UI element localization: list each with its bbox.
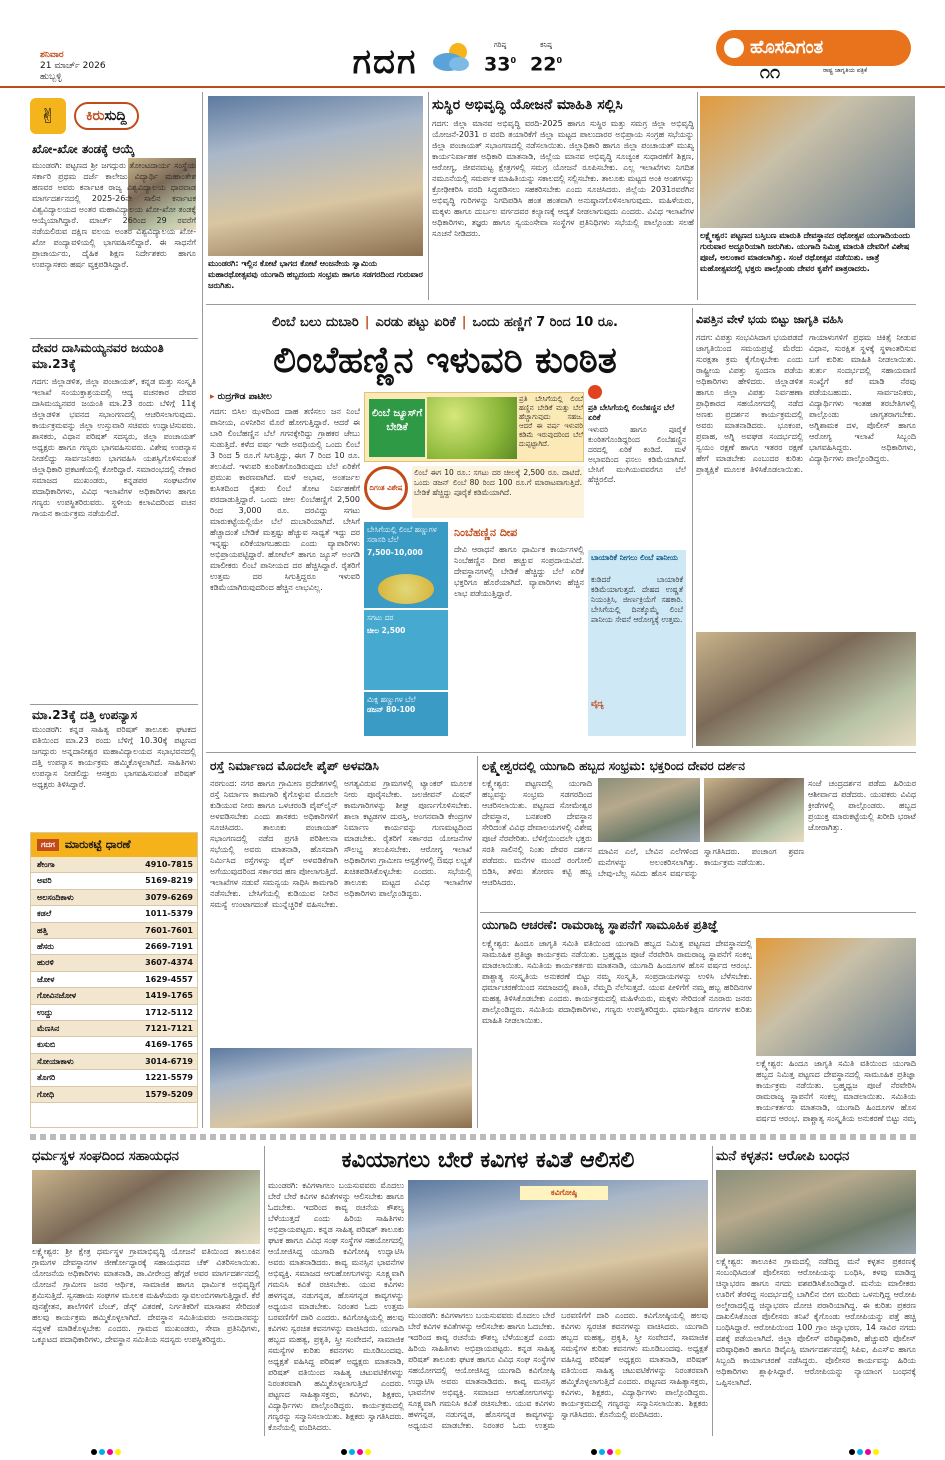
laxmeshwar-body-mid: ಮಾವಿನ ಎಲೆ, ಬೇವಿನ ಎಲೆಗಳಿಂದ ಮನೆಗಳನ್ನು ಅಲಂಕರಿಸಲಾಗಿತ್ತು. ಬೇವು-ಬೆಲ್ಲ ಸವಿದು ಹೊಸ ವರ್ಷವನ್ನು ಸ್ವಾಗತಿಸಿದರು. ಪಂಚಾಂಗ ಶ್ರವಣ ಕಾರ್ಯಕ್ರಮ ನಡೆಯಿತು. [598, 847, 804, 878]
brand-tagline: ರಾಷ್ಟ್ರ ಜಾಗೃತಿಯ ಪತ್ರಿಕೆ [822, 67, 868, 74]
photo1-caption: ಮುಂಡರಗಿ: ಇಲ್ಲಿನ ಕೋಟೆ ಭಾಗದ ಕೋಟೆ ಆಂಜನೇಯ ಸ್ವಾಮಿಯ ಮಹಾರಥೋತ್ಸವವು ಯುಗಾದಿ ಹಬ್ಬದಂದು ಸಂಭ್ರಮ ಹಾಗೂ ಸಡಗರದಿಂದ ಗುರುವಾರ ಜರುಗಿತು. [208, 259, 423, 290]
quote2-box [588, 550, 686, 736]
news2-title: ದೇವರ ದಾಸಿಮಯ್ಯನವರ ಜಯಂತಿ ಮಾ.23ಕ್ಕೆ [32, 341, 164, 371]
temp-min-label: ಕನಿಷ್ಠ [540, 41, 552, 49]
news3-title: ಮಾ.23ಕ್ಕೆ ದತ್ತಿ ಉಪನ್ಯಾಸ [32, 708, 138, 722]
masthead [0, 0, 945, 88]
news1-body: ಮುಂಡರಗಿ: ಪಟ್ಟಣದ ಶ್ರೀ ಜಗದ್ಗುರು ತೋಂಟದಾರ್ಯ ಸಂಸ್ಥೆಯ ಸರ್ಕಾರಿ ಪ್ರಥಮ ದರ್ಜೆ ಕಾಲೇಜು ವಿದ್ಯಾರ್ಥಿ ಮಹಾಂತೇಶ ಹಣವರ ಅವರು ಕರ್ನಾಟಕ ರಾಜ್ಯ ವಿಶ್ವವಿದ್ಯಾಲಯ ಧಾರವಾಡ ಮಾರ್ಗದರ್ಶನದಲ್ಲಿ 2025-26ನೇ ಸಾಲಿನ ಕರ್ನಾಟಕ ವಿಶ್ವವಿದ್ಯಾಲಯದ ಅಂತರ ಮಹಾವಿದ್ಯಾಲಯ ಖೋ-ಖೋ ತಂಡಕ್ಕೆ ಆಯ್ಕೆಯಾಗಿದ್ದಾರೆ. ಮಾರ್ಚ್ 26ರಿಂದ 29 ರವರೆಗೆ ನಡೆಯಲಿರುವ ದಕ್ಷಿಣ ವಲಯ ಅಂತರ ವಿಶ್ವವಿದ್ಯಾಲಯ ಖೋ-ಖೋ ಪಂದ್ಯಾವಳಿಯಲ್ಲಿ ಭಾಗವಹಿಸಲಿದ್ದಾರೆ. ಈ ಸಾಧನೆಗೆ ಪ್ರಾಚಾರ್ಯರು, ದೈಹಿಕ ಶಿಕ್ಷಣ ನಿರ್ದೇಶಕರು ಹಾಗೂ ಉಪನ್ಯಾಸಕರು ಹರ್ಷ ವ್ಯಕ್ತಪಡಿಸಿದ್ದಾರೆ. [32, 161, 196, 269]
photo-yugadi-pledge [756, 938, 916, 1056]
pen-icon: ▸ [210, 392, 218, 402]
stat3-box [364, 692, 448, 736]
date-block [40, 50, 150, 88]
market-region: ಗದಗ [37, 839, 59, 851]
masthead-city: ಹುಬ್ಬಳ್ಳಿ [40, 72, 62, 82]
laxmeshwar-title: ಲಕ್ಷ್ಮೇಶ್ವರದಲ್ಲಿ ಯುಗಾದಿ ಹಬ್ಬದ ಸಂಭ್ರಮ: ಭಕ್ತರಿಂದ ದೇವರ ದರ್ಶನ [482, 759, 745, 773]
kirusuddi-badge: ಕಿರುಸುದ್ದಿ [74, 102, 139, 130]
page-title: ಗದಗ [352, 42, 418, 82]
story-sustain-body: ಗದಗ: ಜಿಲ್ಲಾ ಮಾನವ ಅಭಿವೃದ್ಧಿ ವರದಿ-2025 ಹಾಗೂ ಸುಸ್ಥಿರ ಮತ್ತು ಸಮಗ್ರ ಜಿಲ್ಲಾ ಅಭಿವೃದ್ಧಿ ಯೋಜನೆ-2031 ರ ವರದಿ ತಯಾರಿಕೆಗೆ ಜಿಲ್ಲಾ ಮಟ್ಟದ ಪಾಲುದಾರರ ಅಭಿಪ್ರಾಯ ಸಂಗ್ರಹ ಸಭೆಯನ್ನು ಜಿಲ್ಲಾ ಪಂಚಾಯತ್ ಸಭಾಂಗಣದಲ್ಲಿ ನಡೆಸಲಾಯಿತು. ಜಿಲ್ಲಾಧಿಕಾರಿ ಹಾಗೂ ಜಿಲ್ಲಾ ಪಂಚಾಯತ್ ಮುಖ್ಯ ಕಾರ್ಯನಿರ್ವಾಹಕ ಅಧಿಕಾರಿ ಮಾತನಾಡಿ, ಜಿಲ್ಲೆಯ ಮಾನವ ಅಭಿವೃದ್ಧಿ ಸೂಚ್ಯಂಕ ಸುಧಾರಣೆಗೆ ಶಿಕ್ಷಣ, ಆರೋಗ್ಯ, ಜೀವನಮಟ್ಟ ಕ್ಷೇತ್ರಗಳಲ್ಲಿ ಸಮಗ್ರ ಯೋಜನೆ ರೂಪಿಸಬೇಕು. ಎಲ್ಲ ಇಲಾಖೆಗಳು ನಿಗದಿತ ನಮೂನೆಯಲ್ಲಿ ಸಮರ್ಪಕ ಮಾಹಿತಿಯನ್ನು ಸಕಾಲದಲ್ಲಿ ಸಲ್ಲಿಸಬೇಕು. ತಾಲೂಕು ಮಟ್ಟದ ಅಂಕಿ ಅಂಶಗಳನ್ನು ಕ್ರೋಢೀಕರಿಸಿ ವರದಿ ಸಿದ್ಧಪಡಿಸಲು ಸಹಕರಿಸಬೇಕು ಎಂದು ಸೂಚಿಸಿದರು. ಜಿಲ್ಲೆಯ 2031ರವರೆಗಿನ ಅಭಿವೃದ್ಧಿ ಗುರಿಗಳನ್ನು ನಿಗದಿಪಡಿಸಿ ಹಂತ ಹಂತವಾಗಿ ಅನುಷ್ಠಾನಗೊಳಿಸಲಾಗುವುದು. ಮಹಿಳೆಯರು, ಮಕ್ಕಳು ಹಾಗೂ ದುರ್ಬಲ ವರ್ಗದವರ ಕಲ್ಯಾಣಕ್ಕೆ ಆದ್ಯತೆ ನೀಡಲಾಗುವುದು ಎಂದರು. ವಿವಿಧ ಇಲಾಖೆಗಳ ಅಧಿಕಾರಿಗಳು, ತಜ್ಞರು ಹಾಗೂ ಸ್ವಯಂಸೇವಾ ಸಂಸ್ಥೆಗಳ ಪ್ರತಿನಿಧಿಗಳು ಸಭೆಯಲ್ಲಿ ಪಾಲ್ಗೊಂಡು ಸಲಹೆ ಸೂಚನೆ ನೀಡಿದರು. [432, 119, 694, 238]
stat2-title: ಸಗಟು ದರ [367, 613, 394, 622]
laxmeshwar-body-right: ಸಂಜೆ ಚಂದ್ರದರ್ಶನ ಪಡೆದು ಹಿರಿಯರ ಆಶೀರ್ವಾದ ಪಡೆದರು. ಯುವಕರು ವಿವಿಧ ಕ್ರೀಡೆಗಳಲ್ಲಿ ಪಾಲ್ಗೊಂಡರು. ಹಬ್ಬದ ಪ್ರಯುಕ್ತ ಮಾರುಕಟ್ಟೆಯಲ್ಲಿ ಖರೀದಿ ಭರಾಟೆ ಜೋರಾಗಿತ್ತು. [808, 779, 916, 832]
market-box [30, 832, 198, 1128]
quote1-icon [588, 385, 602, 399]
lime-photo [427, 397, 517, 459]
theft-body: ಲಕ್ಷ್ಮೇಶ್ವರ: ತಾಲೂಕಿನ ಗ್ರಾಮದಲ್ಲಿ ನಡೆದಿದ್ದ ಮನೆ ಕಳ್ಳತನ ಪ್ರಕರಣಕ್ಕೆ ಸಂಬಂಧಿಸಿದಂತೆ ಪೊಲೀಸರು ಆರೋಪಿಯನ್ನು ಬಂಧಿಸಿ, ಕಳವು ಮಾಡಿದ್ದ ಚಿನ್ನಾಭರಣ ಹಾಗೂ ನಗದು ವಶಪಡಿಸಿಕೊಂಡಿದ್ದಾರೆ. ಮನೆಯ ಮಾಲೀಕರು ಊರಿಗೆ ತೆರಳಿದ್ದ ಸಂದರ್ಭದಲ್ಲಿ ಬಾಗಿಲಿನ ಬೀಗ ಮುರಿದು ಒಳನುಗ್ಗಿದ್ದ ಆರೋಪಿ ಅಲ್ಮೇರಾದಲ್ಲಿದ್ದ ಚಿನ್ನಾಭರಣ ದೋಚಿ ಪರಾರಿಯಾಗಿದ್ದ. ಈ ಕುರಿತು ಪ್ರಕರಣ ದಾಖಲಿಸಿಕೊಂಡ ಪೊಲೀಸರು ತನಿಖೆ ಕೈಗೊಂಡು ಆರೋಪಿಯನ್ನು ಪತ್ತೆ ಹಚ್ಚಿ ಬಂಧಿಸಿದ್ದಾರೆ. ಆರೋಪಿಯಿಂದ 100 ಗ್ರಾಂ ಚಿನ್ನಾಭರಣ, 14 ಸಾವಿರ ನಗದು ವಶಕ್ಕೆ ಪಡೆಯಲಾಗಿದೆ. ಜಿಲ್ಲಾ ಪೊಲೀಸ್ ವರಿಷ್ಠಾಧಿಕಾರಿ, ಹೆಚ್ಚುವರಿ ಪೊಲೀಸ್ ವರಿಷ್ಠಾಧಿಕಾರಿ ಹಾಗೂ ಡಿವೈಎಸ್ಪಿ ಮಾರ್ಗದರ್ಶನದಲ್ಲಿ ಸಿಪಿಐ, ಪಿಎಸ್ಐ ಹಾಗೂ ಸಿಬ್ಬಂದಿ ಕಾರ್ಯಾಚರಣೆ ನಡೆಸಿದ್ದರು. ಪೊಲೀಸರ ಕಾರ್ಯವನ್ನು ಹಿರಿಯ ಅಧಿಕಾರಿಗಳು ಶ್ಲಾಘಿಸಿದ್ದಾರೆ. ಆರೋಪಿಯನ್ನು ನ್ಯಾಯಾಂಗ ಬಂಧನಕ್ಕೆ ಒಪ್ಪಿಸಲಾಗಿದೆ. [716, 1257, 916, 1387]
photo-rescue-drill [696, 632, 916, 746]
quote1-text: ಇಳುವರಿ ಹಾಗೂ ಪೂರೈಕೆ ಕುಂಠಿತಗೊಂಡಿದ್ದರಿಂದ ಲಿಂಬೆಹಣ್ಣಿನ ದರದಲ್ಲಿ ಏರಿಕೆ ಕಂಡಿದೆ. ಮಳೆ ಅಭಾವದಿಂದ ಫಸಲು ಕಡಿಮೆಯಾಗಿದೆ. ಬೇಸಿಗೆ ಮುಗಿಯುವವರೆಗೂ ಬೆಲೆ ಹೆಚ್ಚಿರಲಿದೆ. [588, 425, 686, 484]
temp-max-value: $33^0$ [483, 53, 517, 76]
news2-body: ಗದಗ: ಜಿಲ್ಲಾಡಳಿತ, ಜಿಲ್ಲಾ ಪಂಚಾಯತ್, ಕನ್ನಡ ಮತ್ತು ಸಂಸ್ಕೃತಿ ಇಲಾಖೆ ಸಂಯುಕ್ತಾಶ್ರಯದಲ್ಲಿ ಆದ್ಯ ವಚನಕಾರ ದೇವರ ದಾಸಿಮಯ್ಯನವರ ಜಯಂತಿ ಮಾ.23 ರಂದು ಬೆಳಿಗ್ಗೆ 11ಕ್ಕೆ ಜಿಲ್ಲಾಡಳಿತ ಭವನದ ಸಭಾಂಗಣದಲ್ಲಿ ಆಚರಿಸಲಾಗುವುದು. ಕಾರ್ಯಕ್ರಮವನ್ನು ಜಿಲ್ಲಾ ಉಸ್ತುವಾರಿ ಸಚಿವರು ಉದ್ಘಾಟಿಸುವರು. ಶಾಸಕರು, ವಿಧಾನ ಪರಿಷತ್ ಸದಸ್ಯರು, ಜಿಲ್ಲಾ ಪಂಚಾಯತ್ ಅಧ್ಯಕ್ಷರು ಹಾಗೂ ಗಣ್ಯರು ಭಾಗವಹಿಸುವರು. ವಿಶೇಷ ಉಪನ್ಯಾಸ ನೀಡಲಿದ್ದು ಸಾರ್ವಜನಿಕರು ಭಾಗವಹಿಸಿ ಯಶಸ್ವಿಗೊಳಿಸುವಂತೆ ಜಿಲ್ಲಾಧಿಕಾರಿ ಪ್ರಕಟಣೆಯಲ್ಲಿ ಕೋರಿದ್ದಾರೆ. ಸಮಾರಂಭದಲ್ಲಿ ನೇಕಾರ ಸಮಾಜದ ಮುಖಂಡರು, ಕನ್ನಡಪರ ಸಂಘಟನೆಗಳ ಪದಾಧಿಕಾರಿಗಳು, ವಿವಿಧ ಇಲಾಖೆಗಳ ಅಧಿಕಾರಿಗಳು ಹಾಗೂ ಗಣ್ಯರು ಉಪಸ್ಥಿತರಿರುವರು. ಸ್ಥಳೀಯ ಕಲಾವಿದರಿಂದ ವಚನ ಗಾಯನ ಕಾರ್ಯಕ್ರಮ ನಡೆಯಲಿದೆ. [32, 377, 196, 518]
photo-temple-1 [598, 778, 700, 842]
market-table [31, 857, 197, 1103]
print-registration-marks [340, 1440, 380, 1450]
print-registration-marks [90, 1440, 130, 1450]
poets-title: ಕವಿಯಾಗಲು ಬೇರೆ ಕವಿಗಳ ಕವಿತೆ ಆಲಿಸಲಿ [341, 1148, 635, 1173]
kavigoshti-banner: ಕವಿಗೋಷ್ಠಿ [520, 1186, 608, 1200]
photo-dharmasthala-cheque [32, 1170, 260, 1244]
temp-min-degree: 0 [556, 56, 563, 65]
kirusuddi-header [30, 96, 195, 136]
print-registration-marks [590, 1440, 630, 1450]
weather-cloud-icon [428, 38, 474, 78]
yugadi-body-top: ಲಕ್ಷ್ಮೇಶ್ವರ: ಹಿಂದೂ ಜಾಗೃತಿ ಸಮಿತಿ ವತಿಯಿಂದ ಯುಗಾದಿ ಹಬ್ಬದ ನಿಮಿತ್ತ ಪಟ್ಟಣದ ದೇವಸ್ಥಾನದಲ್ಲಿ ಸಾಮೂಹಿಕ ಪ್ರತಿಜ್ಞಾ ಕಾರ್ಯಕ್ರಮ ನಡೆಯಿತು. ಬ್ರಹ್ಮಧ್ವಜ ಪೂಜೆ ನೆರವೇರಿಸಿ ರಾಮರಾಜ್ಯ ಸ್ಥಾಪನೆಗೆ ಸಂಕಲ್ಪ ಮಾಡಲಾಯಿತು. ಸಮಿತಿಯ ಕಾರ್ಯಕರ್ತರು ಮಾತನಾಡಿ, ಯುಗಾದಿ ಹಿಂದೂಗಳ ಹೊಸ ವರ್ಷದ ಆರಂಭ. ಪಾಶ್ಚಾತ್ಯ ಸಂಸ್ಕೃತಿಯ ಅನುಕರಣೆ ಬಿಟ್ಟು ನಮ್ಮ ಸಂಸ್ಕೃತಿ, ಸಂಪ್ರದಾಯಗಳನ್ನು ಉಳಿಸಿ ಬೆಳೆಸಬೇಕು. ಧರ್ಮಾಚರಣೆಯಿಂದ ಸಮಾಜದಲ್ಲಿ ಶಾಂತಿ, ನೆಮ್ಮದಿ ನೆಲೆಸುತ್ತದೆ. ಯುವ ಪೀಳಿಗೆಗೆ ನಮ್ಮ ಹಬ್ಬ ಹರಿದಿನಗಳ ಮಹತ್ವ ತಿಳಿಸಿಕೊಡಬೇಕು ಎಂದರು. ಕಾರ್ಯಕ್ರಮದಲ್ಲಿ ಮಹಿಳೆಯರು, ಮಕ್ಕಳು ಸೇರಿದಂತೆ ನೂರಾರು ಜನರು ಪಾಲ್ಗೊಂಡಿದ್ದರು. ಸಮಿತಿಯ ಪದಾಧಿಕಾರಿಗಳು, ಗಣ್ಯರು ಉಪಸ್ಥಿತರಿದ್ದರು. ಧರ್ಮಶಿಕ್ಷಣ ವರ್ಗಗಳ ಕುರಿತು ಮಾಹಿತಿ ನೀಡಲಾಯಿತು. [482, 939, 752, 1025]
stat1-value: 7,500-10,000 [367, 548, 423, 557]
quote2-name: ವೈದ್ಯ [591, 699, 604, 708]
masthead-date: 21 ಮಾರ್ಚ್ 2026 [40, 61, 106, 71]
bottom-divider [30, 1134, 916, 1140]
market-row: ಅವರಿ 5169-8219 [31, 873, 197, 889]
safety-body: ಗದಗ: ವಿಪತ್ತು ಸಂಭವಿಸಿದಾಗ ಭಯಪಡದೆ ಜಾಗೃತಿಯಿಂದ ಸಮಯಪ್ರಜ್ಞೆ ಮೆರೆದು ಸುರಕ್ಷತಾ ಕ್ರಮ ಕೈಗೊಳ್ಳಬೇಕು ಎಂದು ರಾಷ್ಟ್ರೀಯ ವಿಪತ್ತು ಸ್ಪಂದನಾ ಪಡೆಯ ಅಧಿಕಾರಿಗಳು ಹೇಳಿದರು. ಜಿಲ್ಲಾಡಳಿತ ಹಾಗೂ ಜಿಲ್ಲಾ ವಿಪತ್ತು ನಿರ್ವಹಣಾ ಪ್ರಾಧಿಕಾರದ ಸಹಯೋಗದಲ್ಲಿ ನಡೆದ ಅಣಕು ಪ್ರದರ್ಶನ ಕಾರ್ಯಕ್ರಮದಲ್ಲಿ ಅವರು ಮಾತನಾಡಿದರು. ಭೂಕಂಪ, ಪ್ರವಾಹ, ಅಗ್ನಿ ಅವಘಡ ಸಂದರ್ಭದಲ್ಲಿ ಸ್ವಯಂ ರಕ್ಷಣೆ ಹಾಗೂ ಇತರರ ರಕ್ಷಣೆ ಹೇಗೆ ಮಾಡಬೇಕು ಎಂಬುದರ ಕುರಿತು ಪ್ರಾತ್ಯಕ್ಷಿಕೆ ಮೂಲಕ ತಿಳಿಸಿಕೊಡಲಾಯಿತು. ಗಾಯಾಳುಗಳಿಗೆ ಪ್ರಥಮ ಚಿಕಿತ್ಸೆ ನೀಡುವ ವಿಧಾನ, ಸುರಕ್ಷಿತ ಸ್ಥಳಕ್ಕೆ ಸ್ಥಳಾಂತರಿಸುವ ಬಗೆ ಕುರಿತು ಮಾಹಿತಿ ನೀಡಲಾಯಿತು. ತುರ್ತು ಸಂದರ್ಭದಲ್ಲಿ ಸಹಾಯವಾಣಿ ಸಂಖ್ಯೆಗೆ ಕರೆ ಮಾಡಿ ನೆರವು ಪಡೆಯಬಹುದು. ಸಾರ್ವಜನಿಕರು, ವಿದ್ಯಾರ್ಥಿಗಳು ಇಂತಹ ತರಬೇತಿಗಳಲ್ಲಿ ಪಾಲ್ಗೊಂಡು ಜಾಗೃತರಾಗಬೇಕು. ಅಗ್ನಿಶಾಮಕ ದಳ, ಪೊಲೀಸ್ ಹಾಗೂ ಆರೋಗ್ಯ ಇಲಾಖೆ ಸಿಬ್ಬಂದಿ ಭಾಗವಹಿಸಿದ್ದರು. ಅಧಿಕಾರಿಗಳು, ವಿದ್ಯಾರ್ಥಿಗಳು ಪಾಲ್ಗೊಂಡಿದ್ದರು. [696, 333, 916, 474]
lime-juice-box [364, 392, 584, 462]
road-title: ರಸ್ತೆ ನಿರ್ಮಾಣದ ಮೊದಲೇ ಪೈಪ್ ಅಳವಡಿಸಿ [210, 759, 379, 773]
temp-max-label: ಗರಿಷ್ಠ [493, 41, 507, 49]
brand-emblem-icon [724, 38, 744, 58]
quote1-title: ಪ್ರತಿ ಬೇಸಿಗೆಯಲ್ಲಿ ಲಿಂಬೆಹಣ್ಣಿನ ಬೆಲೆ ಏರಿಕೆ [588, 403, 675, 422]
story-sustain-title: ಸುಸ್ಥಿರ ಅಭಿವೃದ್ಧಿ ಯೋಜನೆ ಮಾಹಿತಿ ಸಲ್ಲಿಸಿ [432, 97, 623, 113]
safety-title: ವಿಪತ್ತಿನ ವೇಳೆ ಭಯ ಬಿಟ್ಟು ಜಾಗೃತಿ ವಹಿಸಿ [696, 313, 843, 326]
photo-temple-2 [704, 778, 804, 842]
lime-box-text: ಪ್ರತಿ ಬೇಸಿಗೆಯಲ್ಲಿ ಲಿಂಬೆ ಹಣ್ಣಿನ ಬೇಡಿಕೆ ಮತ್ತು ಬೆಲೆ ಹೆಚ್ಚಾಗುವುದು ಸಹಜ. ಆದರೆ ಈ ವರ್ಷ ಇಳುವರಿ ಕಡಿಮೆ ಇರುವುದರಿಂದ ಬೆಲೆ ದುಪ್ಪಟ್ಟಾಗಿದೆ. [519, 395, 583, 448]
market-row: ಹುರಳಿ 3607-4374 [31, 955, 197, 971]
lime-deepa-title: ನಿಂಬೆಹಣ್ಣಿನ ದೀಪ [454, 526, 518, 539]
print-registration-marks [848, 1440, 888, 1450]
market-row: ಕಡಲೆ 1011-5379 [31, 906, 197, 922]
poets-body-bottom: ಮುಂಡರಗಿ: ಕವಿಗಳಾಗಲು ಬಯಸುವವರು ಮೊದಲು ಬೇರೆ ಬೇರೆ ಕವಿಗಳ ಕವಿತೆಗಳನ್ನು ಆಲಿಸಬೇಕು ಹಾಗೂ ಓದಬೇಕು. ಇದರಿಂದ ಕಾವ್ಯ ರಚನೆಯ ಕೌಶಲ್ಯ ಬೆಳೆಯುತ್ತದೆ ಎಂದು ಹಿರಿಯ ಸಾಹಿತಿಗಳು ಅಭಿಪ್ರಾಯಪಟ್ಟರು. ಕನ್ನಡ ಸಾಹಿತ್ಯ ಪರಿಷತ್ ತಾಲೂಕು ಘಟಕ ಹಾಗೂ ವಿವಿಧ ಸಂಘ ಸಂಸ್ಥೆಗಳ ಸಹಯೋಗದಲ್ಲಿ ಆಯೋಜಿಸಿದ್ದ ಯುಗಾದಿ ಕವಿಗೋಷ್ಠಿ ಉದ್ಘಾಟಿಸಿ ಅವರು ಮಾತನಾಡಿದರು. ಕಾವ್ಯ ಮನಸ್ಸಿನ ಭಾವನೆಗಳ ಅಭಿವ್ಯಕ್ತಿ. ಸಮಾಜದ ಆಗುಹೋಗುಗಳನ್ನು ಸೂಕ್ಷ್ಮವಾಗಿ ಗಮನಿಸಿ ಕವಿತೆ ರಚಿಸಬೇಕು. ಯುವ ಕವಿಗಳು ಹಳಗನ್ನಡ, ನಡುಗನ್ನಡ, ಹೊಸಗನ್ನಡ ಕಾವ್ಯಗಳನ್ನು ಅಧ್ಯಯನ ಮಾಡಬೇಕು. ನಿರಂತರ ಓದು ಉತ್ತಮ ಬರವಣಿಗೆಗೆ ದಾರಿ ಎಂದರು. ಕವಿಗೋಷ್ಠಿಯಲ್ಲಿ ಹಲವು ಕವಿಗಳು ಸ್ವರಚಿತ ಕವನಗಳನ್ನು ವಾಚಿಸಿದರು. ಯುಗಾದಿ ಹಬ್ಬದ ಮಹತ್ವ, ಪ್ರಕೃತಿ, ಸ್ತ್ರೀ ಸಂವೇದನೆ, ಸಾಮಾಜಿಕ ಸಮಸ್ಯೆಗಳ ಕುರಿತು ಕವನಗಳು ಮೂಡಿಬಂದವು. ಅಧ್ಯಕ್ಷತೆ ವಹಿಸಿದ್ದ ಪರಿಷತ್ ಅಧ್ಯಕ್ಷರು ಮಾತನಾಡಿ, ಪರಿಷತ್ ವತಿಯಿಂದ ಸಾಹಿತ್ಯ ಚಟುವಟಿಕೆಗಳನ್ನು ನಿರಂತರವಾಗಿ ಹಮ್ಮಿಕೊಳ್ಳಲಾಗುತ್ತಿದೆ ಎಂದರು. ಪಟ್ಟಣದ ಸಾಹಿತ್ಯಾಸಕ್ತರು, ಕವಿಗಳು, ಶಿಕ್ಷಕರು, ವಿದ್ಯಾರ್ಥಿಗಳು ಪಾಲ್ಗೊಂಡಿದ್ದರು. ಕಾರ್ಯಕ್ರಮದಲ್ಲಿ ಗಣ್ಯರನ್ನು ಸನ್ಮಾನಿಸಲಾಯಿತು. ಶಿಕ್ಷಕರು ಸ್ವಾಗತಿಸಿದರು. ಕೊನೆಯಲ್ಲಿ ವಂದಿಸಿದರು. [408, 1311, 708, 1430]
stat1-title: ಬೇಸಿಗೆಯಲ್ಲಿ ಲಿಂಬೆ ಹಣ್ಣುಗಳ ಸರಾಸರಿ ಬೆಲೆ [367, 525, 437, 544]
news3-body: ಮುಂಡರಗಿ: ಕನ್ನಡ ಸಾಹಿತ್ಯ ಪರಿಷತ್ ತಾಲೂಕು ಘಟಕದ ವತಿಯಿಂದ ಮಾ.23 ರಂದು ಬೆಳಿಗ್ಗೆ 10.30ಕ್ಕೆ ಪಟ್ಟಣದ ಜಗದ್ಗುರು ಅನ್ನದಾನೀಶ್ವರ ಮಹಾವಿದ್ಯಾಲಯದ ಸಭಾಭವನದಲ್ಲಿ ದತ್ತಿ ಉಪನ್ಯಾಸ ಕಾರ್ಯಕ್ರಮ ಹಮ್ಮಿಕೊಳ್ಳಲಾಗಿದೆ. ಸಾಹಿತಿಗಳು ಉಪನ್ಯಾಸ ನೀಡಲಿದ್ದು ಆಸಕ್ತರು ಭಾಗವಹಿಸುವಂತೆ ಪರಿಷತ್ ಅಧ್ಯಕ್ಷರು ತಿಳಿಸಿದ್ದಾರೆ. [32, 725, 196, 789]
market-header [31, 833, 197, 857]
digantha-vishesha-badge: ದಿಗಂತ ವಿಶೇಷ [364, 466, 408, 510]
lime-byline: ▸ ರುದ್ರಗೌಡ ಪಾಟೀಲ [210, 392, 272, 402]
market-row: ಹೆಸರು 2669-7191 [31, 939, 197, 955]
lime-body: ಗದಗ: ಬಿಸಿಲ ಝಳದಿಂದ ದಾಹ ತಣಿಸಲು ಜನ ನಿಂಬೆ ಪಾನೀಯ, ಎಳನೀರಿನ ಮೊರೆ ಹೋಗುತ್ತಿದ್ದಾರೆ. ಆದರೆ ಈ ಬಾರಿ ಲಿಂಬೆಹಣ್ಣಿನ ಬೆಲೆ ಗಗನಕ್ಕೇರಿದ್ದು ಗ್ರಾಹಕರ ಜೇಬು ಸುಡುತ್ತಿದೆ. ಕಳೆದ ವರ್ಷ ಇದೇ ಅವಧಿಯಲ್ಲಿ ಒಂದು ಲಿಂಬೆ 3 ರಿಂದ 5 ರೂ.ಗೆ ಸಿಗುತ್ತಿದ್ದು, ಈಗ 7 ರಿಂದ 10 ರೂ. ತಲುಪಿದೆ. ಇಳುವರಿ ಕುಂಠಿತಗೊಂಡಿರುವುದು ಬೆಲೆ ಏರಿಕೆಗೆ ಪ್ರಮುಖ ಕಾರಣವಾಗಿದೆ. ಮಳೆ ಅಭಾವ, ಅಂತರ್ಜಲ ಕುಸಿತದಿಂದ ರೈತರು ಲಿಂಬೆ ತೋಟ ನಿರ್ವಹಣೆಗೆ ಪರದಾಡುತ್ತಿದ್ದಾರೆ. ಒಂದು ಚೀಲ ಲಿಂಬೆಹಣ್ಣಿಗೆ 2,500 ರಿಂದ 3,000 ರೂ. ದರವಿದ್ದು ಸಗಟು ಮಾರುಕಟ್ಟೆಯಲ್ಲಿಯೇ ಬೆಲೆ ದುಬಾರಿಯಾಗಿದೆ. ಬೇಸಿಗೆ ಹೆಚ್ಚಾದಂತೆ ಬೇಡಿಕೆ ಮತ್ತಷ್ಟು ಹೆಚ್ಚುವ ಸಾಧ್ಯತೆ ಇದ್ದು ದರ ಇನ್ನಷ್ಟು ಏರಿಕೆಯಾಗಬಹುದು ಎಂದು ವ್ಯಾಪಾರಿಗಳು ಅಭಿಪ್ರಾಯಪಟ್ಟಿದ್ದಾರೆ. ಹೋಟೆಲ್ ಹಾಗೂ ಜ್ಯೂಸ್ ಅಂಗಡಿ ಮಾಲೀಕರು ಲಿಂಬೆ ಪಾನೀಯದ ದರ ಹೆಚ್ಚಿಸಿದ್ದಾರೆ. ರೈತರಿಗೆ ಉತ್ತಮ ದರ ಸಿಗುತ್ತಿದ್ದರೂ ಇಳುವರಿ ಕಡಿಮೆಯಾಗಿರುವುದರಿಂದ ಹೆಚ್ಚಿನ ಲಾಭವಿಲ್ಲ. [210, 407, 360, 592]
road-body: ನರಗುಂದ: ನಗರ ಹಾಗೂ ಗ್ರಾಮೀಣ ಪ್ರದೇಶಗಳಲ್ಲಿ ರಸ್ತೆ ನಿರ್ಮಾಣ ಕಾಮಗಾರಿ ಕೈಗೊಳ್ಳುವ ಮೊದಲೇ ಕುಡಿಯುವ ನೀರು ಹಾಗೂ ಒಳಚರಂಡಿ ಪೈಪ್‌ಲೈನ್ ಅಳವಡಿಸಬೇಕು ಎಂದು ಶಾಸಕರು ಅಧಿಕಾರಿಗಳಿಗೆ ಸೂಚಿಸಿದರು. ತಾಲೂಕು ಪಂಚಾಯತ್ ಸಭಾಂಗಣದಲ್ಲಿ ನಡೆದ ಪ್ರಗತಿ ಪರಿಶೀಲನಾ ಸಭೆಯಲ್ಲಿ ಅವರು ಮಾತನಾಡಿ, ಹೊಸದಾಗಿ ನಿರ್ಮಿಸಿದ ರಸ್ತೆಗಳನ್ನು ಪೈಪ್ ಅಳವಡಿಕೆಗಾಗಿ ಅಗೆಯುವುದರಿಂದ ಸರ್ಕಾರದ ಹಣ ಪೋಲಾಗುತ್ತಿದೆ. ಇಲಾಖೆಗಳ ನಡುವೆ ಸಮನ್ವಯ ಸಾಧಿಸಿ ಕಾಮಗಾರಿ ನಡೆಸಬೇಕು. ಬೇಸಿಗೆಯಲ್ಲಿ ಕುಡಿಯುವ ನೀರಿನ ಸಮಸ್ಯೆ ಉಂಟಾಗದಂತೆ ಮುನ್ನೆಚ್ಚರಿಕೆ ವಹಿಸಬೇಕು. ಅಗತ್ಯವಿರುವ ಗ್ರಾಮಗಳಲ್ಲಿ ಟ್ಯಾಂಕರ್ ಮೂಲಕ ನೀರು ಪೂರೈಸಬೇಕು. ಜಲಜೀವನ್ ಮಿಷನ್ ಕಾಮಗಾರಿಗಳನ್ನು ಶೀಘ್ರ ಪೂರ್ಣಗೊಳಿಸಬೇಕು. ಶಾಲಾ ಕಟ್ಟಡಗಳ ದುರಸ್ತಿ, ಅಂಗನವಾಡಿ ಕೇಂದ್ರಗಳ ನಿರ್ಮಾಣ ಕಾರ್ಯವನ್ನು ಗುಣಮಟ್ಟದಿಂದ ಮಾಡಬೇಕು. ರೈತರಿಗೆ ಸರ್ಕಾರದ ಯೋಜನೆಗಳ ಸೌಲಭ್ಯ ತಲುಪಿಸಬೇಕು. ಆರೋಗ್ಯ ಇಲಾಖೆ ಅಧಿಕಾರಿಗಳು ಗ್ರಾಮೀಣ ಆಸ್ಪತ್ರೆಗಳಲ್ಲಿ ಔಷಧ ಲಭ್ಯತೆ ಖಚಿತಪಡಿಸಿಕೊಳ್ಳಬೇಕು ಎಂದರು. ಸಭೆಯಲ್ಲಿ ತಾಲೂಕು ಮಟ್ಟದ ವಿವಿಧ ಇಲಾಖೆಗಳ ಅಧಿಕಾರಿಗಳು ಪಾಲ್ಗೊಂಡಿದ್ದರು. [210, 779, 472, 909]
hand-thumb-icon: ✌ [30, 98, 66, 134]
temp-min-value: $22^0$ [529, 53, 563, 76]
lime-headline: ಲಿಂಬೆಹಣ್ಣಿನ ಇಳುವರಿ ಕುಂಠಿತ [273, 340, 617, 381]
lime-rates-text: ಲಿಂಬೆ ಈಗ 10 ರೂ.: ಸಗಟು ದರ ಚೀಲಕ್ಕೆ 2,500 ರೂ. ದಾಟಿದೆ. ಒಂದು ಡಜನ್ ಲಿಂಬೆ 80 ರಿಂದ 100 ರೂ.ಗೆ ಮಾರಾಟವಾಗುತ್ತಿದೆ. ಬೇಡಿಕೆ ಹೆಚ್ಚಿದ್ದು ಪೂರೈಕೆ ಕಡಿಮೆಯಾಗಿದೆ. [412, 466, 584, 518]
temp-min-block [524, 40, 568, 80]
market-row: ಗೋಧಿ 1579-5209 [31, 1087, 197, 1103]
market-row: ಸೋಯಾಕಾಳು 3014-6719 [31, 1054, 197, 1070]
yugadi-body-side: ಲಕ್ಷ್ಮೇಶ್ವರ: ಹಿಂದೂ ಜಾಗೃತಿ ಸಮಿತಿ ವತಿಯಿಂದ ಯುಗಾದಿ ಹಬ್ಬದ ನಿಮಿತ್ತ ಪಟ್ಟಣದ ದೇವಸ್ಥಾನದಲ್ಲಿ ಸಾಮೂಹಿಕ ಪ್ರತಿಜ್ಞಾ ಕಾರ್ಯಕ್ರಮ ನಡೆಯಿತು. ಬ್ರಹ್ಮಧ್ವಜ ಪೂಜೆ ನೆರವೇರಿಸಿ ರಾಮರಾಜ್ಯ ಸ್ಥಾಪನೆಗೆ ಸಂಕಲ್ಪ ಮಾಡಲಾಯಿತು. ಸಮಿತಿಯ ಕಾರ್ಯಕರ್ತರು ಮಾತನಾಡಿ, ಯುಗಾದಿ ಹಿಂದೂಗಳ ಹೊಸ ವರ್ಷದ ಆರಂಭ. ಪಾಶ್ಚಾತ್ಯ ಸಂಸ್ಕೃತಿಯ ಅನುಕರಣೆ ಬಿಟ್ಟು ನಮ್ಮ [756, 1059, 916, 1123]
photo-chariot-laxmeshwar [700, 96, 915, 228]
dharmasthala-body: ಲಕ್ಷ್ಮೇಶ್ವರ: ಶ್ರೀ ಕ್ಷೇತ್ರ ಧರ್ಮಸ್ಥಳ ಗ್ರಾಮಾಭಿವೃದ್ಧಿ ಯೋಜನೆ ವತಿಯಿಂದ ತಾಲೂಕಿನ ಗ್ರಾಮಗಳ ದೇವಸ್ಥಾನಗಳ ಜೀರ್ಣೋದ್ಧಾರಕ್ಕೆ ಸಹಾಯಧನದ ಚೆಕ್ ವಿತರಿಸಲಾಯಿತು. ಯೋಜನೆಯ ಅಧಿಕಾರಿಗಳು ಮಾತನಾಡಿ, ಡಾ.ವೀರೇಂದ್ರ ಹೆಗ್ಗಡೆ ಅವರ ಮಾರ್ಗದರ್ಶನದಲ್ಲಿ ಯೋಜನೆ ಗ್ರಾಮೀಣ ಜನರ ಆರ್ಥಿಕ, ಸಾಮಾಜಿಕ ಹಾಗೂ ಧಾರ್ಮಿಕ ಅಭಿವೃದ್ಧಿಗೆ ಶ್ರಮಿಸುತ್ತಿದೆ. ಸ್ವಸಹಾಯ ಸಂಘಗಳ ಮೂಲಕ ಮಹಿಳೆಯರು ಸ್ವಾವಲಂಬಿಗಳಾಗುತ್ತಿದ್ದಾರೆ. ಕೆರೆ ಪುನಶ್ಚೇತನ, ಶಾಲೆಗಳಿಗೆ ಬೆಂಚ್, ಡೆಸ್ಕ್ ವಿತರಣೆ, ನಿರ್ಗತಿಕರಿಗೆ ಮಾಸಾಶನ ಸೇರಿದಂತೆ ಹಲವು ಕಾರ್ಯಕ್ರಮ ಹಮ್ಮಿಕೊಳ್ಳಲಾಗಿದೆ. ದೇವಸ್ಥಾನ ಸಮಿತಿಯವರು ಅನುದಾನವನ್ನು ಸದ್ಬಳಕೆ ಮಾಡಿಕೊಳ್ಳಬೇಕು ಎಂದರು. ಗ್ರಾಮದ ಮುಖಂಡರು, ಸೇವಾ ಪ್ರತಿನಿಧಿಗಳು, ಒಕ್ಕೂಟದ ಪದಾಧಿಕಾರಿಗಳು, ದೇವಸ್ಥಾನ ಸಮಿತಿಯ ಸದಸ್ಯರು ಉಪಸ್ಥಿತರಿದ್ದರು. [32, 1247, 260, 1344]
market-row: ಮೆಣಸಿನ 7121-7121 [31, 1021, 197, 1037]
lime-box-title: ಲಿಂಬೆ ಜ್ಯೂಸ್‌ಗೆ ಬೇಡಿಕೆ [369, 399, 425, 457]
brand-name: ಹೊಸದಿಗಂತ [750, 37, 824, 58]
market-row: ತೊಗರಿ 1221-5579 [31, 1070, 197, 1086]
photo-chariot-mundaragi [208, 96, 423, 256]
yugadi-title: ಯುಗಾದಿ ಆಚರಣೆ: ರಾಮರಾಜ್ಯ ಸ್ಥಾಪನೆಗೆ ಸಾಮೂಹಿಕ ಪ್ರತಿಜ್ಞೆ [482, 918, 719, 932]
photo-road-meeting [210, 1048, 472, 1128]
market-title: ಮಾರುಕಟ್ಟೆ ಧಾರಣೆ [64, 838, 131, 851]
stat3-title: ಮಿಕ್ಸ ಹಣ್ಣುಗಳ ಬೆಲೆ [367, 695, 416, 704]
laxmeshwar-body-left: ಲಕ್ಷ್ಮೇಶ್ವರ: ಪಟ್ಟಣದಲ್ಲಿ ಯುಗಾದಿ ಹಬ್ಬವನ್ನು ಸಂಭ್ರಮ ಸಡಗರದಿಂದ ಆಚರಿಸಲಾಯಿತು. ಪಟ್ಟಣದ ಸೋಮೇಶ್ವರ ದೇವಸ್ಥಾನ, ಬನಶಂಕರಿ ದೇವಸ್ಥಾನ ಸೇರಿದಂತೆ ವಿವಿಧ ದೇವಾಲಯಗಳಲ್ಲಿ ವಿಶೇಷ ಪೂಜೆ ನೆರವೇರಿತು. ಬೆಳಿಗ್ಗೆಯಿಂದಲೇ ಭಕ್ತರು ಸರತಿ ಸಾಲಿನಲ್ಲಿ ನಿಂತು ದೇವರ ದರ್ಶನ ಪಡೆದರು. ಮನೆಗಳ ಮುಂದೆ ರಂಗೋಲಿ ಬಿಡಿಸಿ, ತಳಿರು ತೋರಣ ಕಟ್ಟಿ ಹಬ್ಬ ಆಚರಿಸಿದರು. [482, 779, 592, 887]
masthead-day: ಶನಿವಾರ [40, 50, 64, 60]
page-number: ೧೧ [759, 62, 781, 83]
market-row: ಶೇಂಗಾ 4910-7815 [31, 857, 197, 873]
lime-deepa-text: ದೇವಿ ಆರಾಧನೆ ಹಾಗೂ ಧಾರ್ಮಿಕ ಕಾರ್ಯಗಳಲ್ಲಿ ನಿಂಬೆಹಣ್ಣಿನ ದೀಪ ಹಚ್ಚುವ ಸಂಪ್ರದಾಯವಿದೆ. ದೇವಸ್ಥಾನಗಳಲ್ಲಿ ಬೇಡಿಕೆ ಹೆಚ್ಚಿದ್ದು ಬೆಲೆ ಏರಿಕೆ ಭಕ್ತರಿಗೂ ಹೊರೆಯಾಗಿದೆ. ವ್ಯಾಪಾರಿಗಳು ಹೆಚ್ಚಿನ ಲಾಭ ಪಡೆಯುತ್ತಿದ್ದಾರೆ. [454, 545, 584, 598]
market-row: ಹತ್ತಿ 7601-7601 [31, 923, 197, 939]
market-row: ಅಲಸಂದಿಕಾಳು 3079-6269 [31, 890, 197, 906]
news1-title: ಖೋ-ಖೋ ತಂಡಕ್ಕೆ ಆಯ್ಕೆ [32, 142, 135, 156]
market-row: ಉದ್ದು 1712-5112 [31, 1005, 197, 1021]
market-row: ಜೋಳ 1629-4557 [31, 972, 197, 988]
lime-kicker: ಲಿಂಬೆ ಬಲು ದುಬಾರಿ | ಎರಡು ಪಟ್ಟು ಏರಿಕೆ | ಒಂದು ಹಣ್ಣಿಗೆ 7 ರಿಂದ 10 ರೂ. [272, 314, 618, 330]
photo-police-arrest [716, 1170, 916, 1254]
stat3-value: ಡಜನ್ 80-100 [367, 705, 416, 714]
theft-title: ಮನೆ ಕಳ್ಳತನ: ಆರೋಪಿ ಬಂಧನ [716, 1149, 850, 1164]
dharmasthala-title: ಧರ್ಮಸ್ಥಳ ಸಂಘದಿಂದ ಸಹಾಯಧನ [32, 1149, 179, 1164]
stat2-value: ಚೀಲ 2,500 [367, 626, 406, 635]
quote2-text: ಕುಡಿದರೆ ಬಾಯಾರಿಕೆ ಕಡಿಮೆಯಾಗುತ್ತದೆ. ದೇಹದ ಉಷ್ಣತೆ ನಿಯಂತ್ರಿಸಿ, ಜೀರ್ಣಕ್ರಿಯೆಗೆ ಸಹಕಾರಿ. ಬೇಸಿಗೆಯಲ್ಲಿ ದಿನಕ್ಕೊಮ್ಮೆ ಲಿಂಬೆ ಪಾನೀಯ ಸೇವನೆ ಆರೋಗ್ಯಕ್ಕೆ ಉತ್ತಮ. [591, 575, 683, 624]
market-row: ಕುಸುಬಿ 4169-1765 [31, 1037, 197, 1053]
poets-body: ಮುಂಡರಗಿ: ಕವಿಗಳಾಗಲು ಬಯಸುವವರು ಮೊದಲು ಬೇರೆ ಬೇರೆ ಕವಿಗಳ ಕವಿತೆಗಳನ್ನು ಆಲಿಸಬೇಕು ಹಾಗೂ ಓದಬೇಕು. ಇದರಿಂದ ಕಾವ್ಯ ರಚನೆಯ ಕೌಶಲ್ಯ ಬೆಳೆಯುತ್ತದೆ ಎಂದು ಹಿರಿಯ ಸಾಹಿತಿಗಳು ಅಭಿಪ್ರಾಯಪಟ್ಟರು. ಕನ್ನಡ ಸಾಹಿತ್ಯ ಪರಿಷತ್ ತಾಲೂಕು ಘಟಕ ಹಾಗೂ ವಿವಿಧ ಸಂಘ ಸಂಸ್ಥೆಗಳ ಸಹಯೋಗದಲ್ಲಿ ಆಯೋಜಿಸಿದ್ದ ಯುಗಾದಿ ಕವಿಗೋಷ್ಠಿ ಉದ್ಘಾಟಿಸಿ ಅವರು ಮಾತನಾಡಿದರು. ಕಾವ್ಯ ಮನಸ್ಸಿನ ಭಾವನೆಗಳ ಅಭಿವ್ಯಕ್ತಿ. ಸಮಾಜದ ಆಗುಹೋಗುಗಳನ್ನು ಸೂಕ್ಷ್ಮವಾಗಿ ಗಮನಿಸಿ ಕವಿತೆ ರಚಿಸಬೇಕು. ಯುವ ಕವಿಗಳು ಹಳಗನ್ನಡ, ನಡುಗನ್ನಡ, ಹೊಸಗನ್ನಡ ಕಾವ್ಯಗಳನ್ನು ಅಧ್ಯಯನ ಮಾಡಬೇಕು. ನಿರಂತರ ಓದು ಉತ್ತಮ ಬರವಣಿಗೆಗೆ ದಾರಿ ಎಂದರು. ಕವಿಗೋಷ್ಠಿಯಲ್ಲಿ ಹಲವು ಕವಿಗಳು ಸ್ವರಚಿತ ಕವನಗಳನ್ನು ವಾಚಿಸಿದರು. ಯುಗಾದಿ ಹಬ್ಬದ ಮಹತ್ವ, ಪ್ರಕೃತಿ, ಸ್ತ್ರೀ ಸಂವೇದನೆ, ಸಾಮಾಜಿಕ ಸಮಸ್ಯೆಗಳ ಕುರಿತು ಕವನಗಳು ಮೂಡಿಬಂದವು. ಅಧ್ಯಕ್ಷತೆ ವಹಿಸಿದ್ದ ಪರಿಷತ್ ಅಧ್ಯಕ್ಷರು ಮಾತನಾಡಿ, ಪರಿಷತ್ ವತಿಯಿಂದ ಸಾಹಿತ್ಯ ಚಟುವಟಿಕೆಗಳನ್ನು ನಿರಂತರವಾಗಿ ಹಮ್ಮಿಕೊಳ್ಳಲಾಗುತ್ತಿದೆ ಎಂದರು. ಪಟ್ಟಣದ ಸಾಹಿತ್ಯಾಸಕ್ತರು, ಕವಿಗಳು, ಶಿಕ್ಷಕರು, ವಿದ್ಯಾರ್ಥಿಗಳು ಪಾಲ್ಗೊಂಡಿದ್ದರು. ಕಾರ್ಯಕ್ರಮದಲ್ಲಿ ಗಣ್ಯರನ್ನು ಸನ್ಮಾನಿಸಲಾಯಿತು. ಶಿಕ್ಷಕರು ಸ್ವಾಗತಿಸಿದರು. ಕೊನೆಯಲ್ಲಿ ವಂದಿಸಿದರು. [268, 1181, 404, 1432]
lime-stat-column [364, 522, 448, 736]
stat2-box [364, 610, 448, 690]
photo2-caption: ಲಕ್ಷ್ಮೇಶ್ವರ: ಪಟ್ಟಣದ ಬಸ್ತಿಬಣ ಮಾರುತಿ ದೇವಸ್ಥಾನದ ರಥೋತ್ಸವ ಯುಗಾದಿಯಂದು ಗುರುವಾರ ಅದ್ದೂರಿಯಾಗಿ ಜರುಗಿತು. ಯುಗಾದಿ ನಿಮಿತ್ತ ಮಾರುತಿ ದೇವರಿಗೆ ವಿಶೇಷ ಪೂಜೆ, ಅಲಂಕಾರ ಮಾಡಲಾಗಿತ್ತು. ಸಂಜೆ ರಥೋತ್ಸವ ನಡೆಯಿತು. ಜಾತ್ರೆ ಮಹೋತ್ಸವದಲ್ಲಿ ಭಕ್ತರು ಪಾಲ್ಗೊಂಡು ದೇವರ ಕೃಪೆಗೆ ಪಾತ್ರರಾದರು. [700, 231, 911, 273]
market-row: ಗೋವಿನಜೋಳ 1419-1765 [31, 988, 197, 1004]
lime-juice-glass-icon [378, 574, 434, 604]
quote2-title: ಬಾಯಾರಿಕೆ ನೀಗಲು ಲಿಂಬೆ ಪಾನೀಯ [591, 553, 678, 562]
temp-max-degree: 0 [510, 56, 517, 65]
temp-max-block [478, 40, 522, 80]
brand-logo [716, 30, 911, 66]
